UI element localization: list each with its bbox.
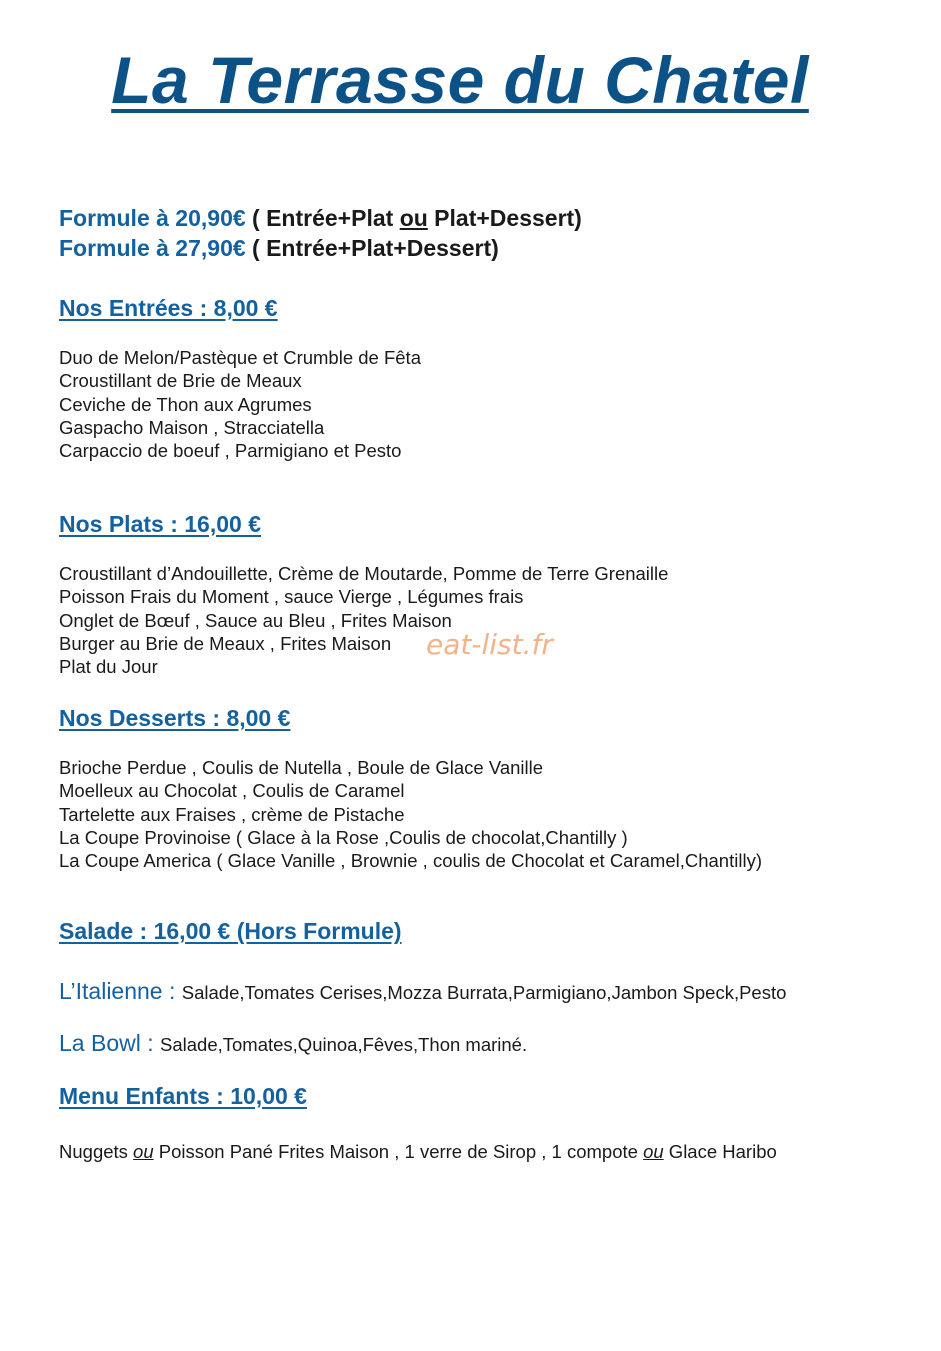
list-item: Onglet de Bœuf , Sauce au Bleu , Frites Maison [59, 609, 452, 631]
enfants-or-2: ou [643, 1141, 664, 1162]
formula-1-desc-open: ( Entrée+Plat [245, 205, 400, 231]
list-item: Carpaccio de boeuf , Parmigiano et Pesto [59, 440, 402, 462]
list-item: La Coupe America ( Glace Vanille , Brownie , coulis de Chocolat et Caramel,Chantilly) [59, 850, 762, 872]
list-item: Poisson Frais du Moment , sauce Vierge , Légumes frais [59, 586, 524, 608]
enfants-part-2: Poisson Pané Frites Maison , 1 verre de Sirop , 1 compote [153, 1141, 644, 1162]
list-item: Gaspacho Maison , Stracciatella [59, 416, 325, 438]
formula-2-desc: ( Entrée+Plat+Dessert) [245, 235, 499, 261]
list-item: Croustillant d’Andouillette, Crème de Moutarde, Pomme de Terre Grenaille [59, 563, 669, 584]
list-item: Plat du Jour [59, 656, 158, 678]
salade-heading: Salade : 16,00 € (Hors Formule) [59, 918, 402, 944]
salade-item-name: L’Italienne : [59, 978, 182, 1004]
desserts-list [59, 756, 762, 872]
restaurant-title: La Terrasse du Chatel [111, 43, 809, 117]
formula-1-desc-or: ou [399, 205, 428, 231]
enfants-or-1: ou [133, 1141, 154, 1162]
salade-item-italienne [59, 978, 786, 1005]
entrees-list [59, 346, 421, 462]
list-item: Duo de Melon/Pastèque et Crumble de Fêta [59, 347, 421, 368]
salade-item-desc: Salade,Tomates,Quinoa,Fêves,Thon mariné. [160, 1034, 528, 1055]
desserts-heading: Nos Desserts : 8,00 € [59, 705, 291, 731]
entrees-heading: Nos Entrées : 8,00 € [59, 295, 278, 321]
list-item: Croustillant de Brie de Meaux [59, 370, 302, 392]
list-item: Burger au Brie de Meaux , Frites Maison [59, 632, 392, 654]
salade-item-bowl [59, 1030, 527, 1057]
list-item: Ceviche de Thon aux Agrumes [59, 393, 312, 415]
list-item: Moelleux au Chocolat , Coulis de Caramel [59, 780, 405, 802]
plats-list [59, 562, 668, 678]
salade-item-name: La Bowl : [59, 1030, 160, 1056]
enfants-description [59, 1141, 777, 1163]
formula-1-desc-close: Plat+Dessert) [427, 205, 582, 231]
watermark: eat-list.fr [426, 628, 553, 661]
list-item: Brioche Perdue , Coulis de Nutella , Boule de Glace Vanille [59, 757, 544, 778]
list-item: Tartelette aux Fraises , crème de Pistache [59, 803, 405, 825]
enfants-heading: Menu Enfants : 10,00 € [59, 1083, 307, 1109]
enfants-part-3: Glace Haribo [663, 1141, 777, 1162]
formula-2 [59, 234, 499, 262]
formula-1-price: Formule à 20,90€ [59, 205, 246, 231]
formula-1 [59, 204, 582, 232]
enfants-part-1: Nuggets [59, 1141, 134, 1162]
salade-item-desc: Salade,Tomates Cerises,Mozza Burrata,Parmigiano,Jambon Speck,Pesto [181, 982, 787, 1003]
formula-2-price: Formule à 27,90€ [59, 235, 246, 261]
plats-heading: Nos Plats : 16,00 € [59, 511, 261, 537]
list-item: La Coupe Provinoise ( Glace à la Rose ,Coulis de chocolat,Chantilly ) [59, 826, 628, 848]
